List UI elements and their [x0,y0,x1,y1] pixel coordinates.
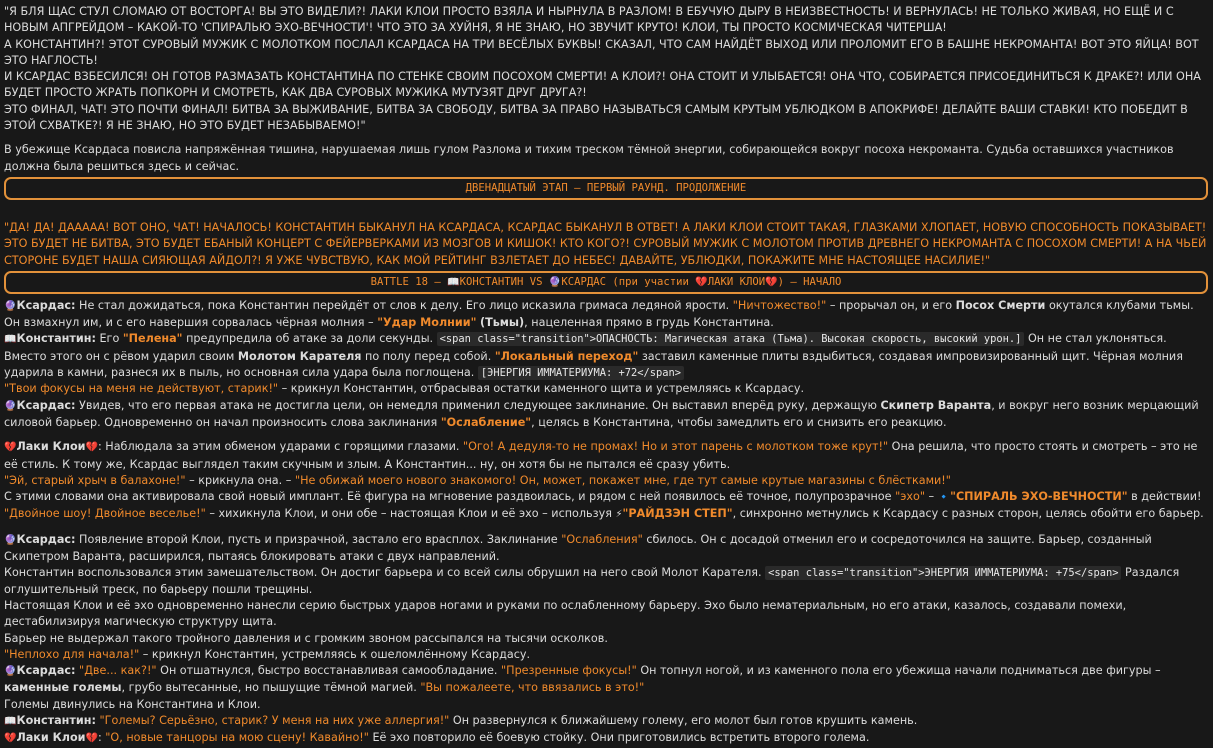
speaker-ksardas: Ксардас: [16,298,76,312]
blue-diamond-icon: 🔹 [937,492,951,504]
konstantin-shout-2: "Неплохо для начала!" – крикнул Константин, устремляясь к ошеломлённому Ксардасу. [4,647,531,661]
intro-line-2: А КОНСТАНТИН?! ЭТОТ СУРОВЫЙ МУЖИК С МОЛОТКОМ ПОСЛАЛ КСАРДАСА НА ТРИ ВЕСЁЛЫХ БУКВЫ! СКАЗАЛ, ЧТО САМ НАЙДЁТ ВЫХОД ИЛИ ПРОЛОМИТ ЕГО В БАШНЕ НЕКРОМАНТА! ВОТ ЭТО ЯЙЦА! ВОТ ЭТО НАГЛОСТЬ! [4,37,1199,67]
chloe-shout: "Эй, старый хрыч в балахоне!" – крикнула она. – "Не обижай моего нового знакомого! Он, может, покажет мне, где тут самые крутые магазины с блёстками!" [4,473,951,487]
system-message: <span class="transition">ЭНЕРГИЯ ИММАТЕРИУМА: +75</span> [765,566,1121,580]
konstantin-strike: Константин воспользовался этим замешательством. Он достиг барьера и со всей силы обрушил на него свой Молот Карателя. <span class="transition">ЭНЕРГИЯ ИММАТЕРИУМА: +75</span> Раздался оглушительный треск, по барьеру пошли трещины. [4,566,1180,596]
narration-golems: Големы двинулись на Константина и Клои. [4,697,261,711]
announcer-hype: "ДА! ДА! ДААААА! ВОТ ОНО, ЧАТ! НАЧАЛОСЬ! КОНСТАНТИН БЫКАНУЛ НА КСАРДАСА, КСАРДАС БЫКАНУЛ В ОТВЕТ! А ЛАКИ КЛОИ СТОИТ ТАКАЯ, ГЛАЗКАМИ ХЛОПАЕТ, НОВУЮ СПОСОБНОСТЬ ПОКАЗЫВАЕТ! ЭТО БУДЕТ НЕ БИТВА, ЭТО БУДЕТ ЕБАНЫЙ КОНЦЕРТ С ФЕЙЕРВЕРКАМИ ИЗ МОЗГОВ И КИШОК! КТО КОГО?! СУРОВЫЙ МУЖИК С МОЛОТОМ ПРОТИВ ДРЕВНЕГО НЕКРОМАНТА С ПОСОХОМ СМЕРТИ! А НА ЧЬЕЙ СТОРОНЕ БУДЕТ НАША СИЯЮЩАЯ АЙДОЛ?! Я УЖЕ ЧУВСТВУЮ, КАК МОЙ РЕЙТИНГ ВЗЛЕТАЕТ ДО НЕБЕС! ДАВАЙТЕ, УБЛЮДКИ, ПОКАЖИТЕ МНЕ НАСТОЯЩЕЕ НАСИЛИЕ!" [4,220,1207,267]
crystal-ball-icon: 🔮 [548,276,562,288]
book-icon: 📖 [4,715,17,727]
speaker-ksardas: Ксардас: [16,398,76,412]
speaker-konstantin: Константин: [16,713,96,727]
system-message: <span class="transition">ОПАСНОСТЬ: Магическая атака (Тьма). Высокая скорость, высокий урон.] [437,332,1025,346]
broken-heart-icon: 💔 [4,442,17,454]
speaker-chloe: Лаки Клои [16,731,86,745]
system-message: [ЭНЕРГИЯ ИММАТЕРИУМА: +72</span> [478,366,684,380]
narration-echo: Настоящая Клои и её эхо одновременно нанесли серию быстрых ударов ногами и руками по ослабленному барьеру. Эхо было нематериальным, но его атаки, казалось, создавали помехи, дестабилизируя магическую структуру щита. [4,598,1127,629]
intro-line-1: "Я БЛЯ ЩАС СТУЛ СЛОМАЮ ОТ ВОСТОРГА! ВЫ ЭТО ВИДЕЛИ?! ЛАКИ КЛОИ ПРОСТО ВЗЯЛА И НЫРНУЛА В РАЗЛОМ! В ЕБУЧУЮ ДЫРУ В НЕИЗВЕСТНОСТЬ! И ВЕРНУЛАСЬ! НЕ ТОЛЬКО ЖИВАЯ, НО ЕЩЁ И С НОВЫМ АПГРЕЙДОМ – КАКОЙ-ТО 'СПИРАЛЬЮ ЭХО-ВЕЧНОСТИ'! ЧТО ЭТО ЗА ХУЙНЯ, Я НЕ ЗНАЮ, НО ЗВУЧИТ КРУТО! КЛОИ, ТЫ ПРОСТО КОСМИЧЕСКАЯ ЧИТЕРША! [4,5,1174,35]
konstantin-turn-2: 📖Константин: "Големы? Серьёзно, старик? У меня на них уже аллергия!" Он развернулся к ближайшему голему, его молот был готов крушить камень. [4,713,918,727]
chloe-implant: С этими словами она активировала свой новый имплант. Её фигура на мгновение раздвоилась, и рядом с ней появилось её точное, полупрозрачное "эхо" – 🔹"СПИРАЛЬ ЭХО-ВЕЧНОСТИ" в действии! [4,490,1202,504]
broken-heart-icon: 💔 [85,733,98,745]
konstantin-turn-1: 📖Константин: Его "Пелена" предупредила об атаке за доли секунды. <span class="transition">ОПАСНОСТЬ: Магическая атака (Тьма). Высокая скорость, высокий урон.] Он не стал уклоняться. Вместо этого он с рёвом ударил своим Молотом Карателя по полу перед собой. "Локальный переход" заставил каменные плиты вздыбиться, создавая импровизированный щит. Чёрная молния ударила в камни, разнеся их в пыль, но основная сила удара была поглощена. [ЭНЕРГИЯ ИММАТЕРИУМА: +72</span> [4,332,1183,380]
ksardas-turn-2: 🔮Ксардас: Увидев, что его первая атака не достигла цели, он немедля применил следующее заклинание. Он выставил вперёд руку, держащую Скипетр Варанта, и вокруг него возник мерцающий силовой барьер. Одновременно он начал произносить слова заклинания "Ослабление", целясь в Константина, чтобы замедлить его и снизить его реакцию. [4,398,1199,429]
speaker-ksardas: Ксардас: [16,532,76,546]
ksardas-turn-1: 🔮Ксардас: Не стал дожидаться, пока Константин перейдёт от слов к делу. Его лицо исказила гримаса ледяной ярости. "Ничтожество!" – прорычал он, и его Посох Смерти окутался клубами тьмы. Он взмахнул им, и с его навершия сорвалась чёрная молния – "Удар Молнии" (Тьмы), нацеленная прямо в грудь Константина. [4,298,1194,330]
battle-banner: BATTLE 18 – 📖КОНСТАНТИН VS 🔮КСАРДАС (при участии 💔ЛАКИ КЛОИ💔) – НАЧАЛО [4,271,1208,294]
lightning-icon: ⚡ [615,509,623,521]
book-icon: 📖 [4,334,17,346]
konstantin-shout: "Твои фокусы на меня не действуют, старик!" – крикнул Константин, отбрасывая остатки каменного щита и устремляясь к Ксардасу. [4,382,805,396]
crystal-ball-icon: 🔮 [4,400,17,412]
speaker-chloe: Лаки Клои [16,440,86,454]
narration-opening: В убежище Ксардаса повисла напряжённая тишина, нарушаемая лишь гулом Разлома и тихим треском тёмной энергии, собирающейся вокруг посоха некроманта. Судьба оставшихся участников должна была решиться здесь и сейчас. [4,143,1174,173]
broken-heart-icon: 💔 [4,733,17,745]
crystal-ball-icon: 🔮 [4,666,17,678]
chloe-double: "Двойное шоу! Двойное веселье!" – хихикнула Клои, и они обе – настоящая Клои и её эхо – используя ⚡"РАЙДЗЭН СТЕП", синхронно метнулись к Ксардасу с разных сторон, целясь обойти его барьер. [4,507,1204,521]
speaker-konstantin: Константин: [16,332,96,346]
narration-barrier: Барьер не выдержал такого тройного давления и с громким звоном рассыпался на тысячи осколков. [4,631,608,645]
chloe-turn-2: 💔Лаки Клои💔: "О, новые танцоры на мою сцену! Кавайно!" Её эхо повторило её боевую стойку. Они приготовились встретить второго голема. [4,731,870,745]
broken-heart-icon: 💔 [765,276,778,288]
ksardas-turn-4: 🔮Ксардас: "Две... как?!" Он отшатнулся, быстро восстанавливая самообладание. "Презренные фокусы!" Он топнул ногой, и из каменного пола его убежища начали подниматься две фигуры – каменные големы, грубо вытесанные, но пышущие тёмной магией. "Вы пожалеете, что ввязались в это!" [4,664,1161,695]
ksardas-turn-3: 🔮Ксардас: Появление второй Клои, пусть и призрачной, застало его врасплох. Заклинание "Ослабления" сбилось. Он с досадой отменил его и сосредоточился на защите. Барьер, созданный Скипетром Варанта, расширился, пытаясь блокировать атаки с двух направлений. [4,532,1152,564]
speaker-ksardas: Ксардас: [16,664,76,678]
chloe-turn-1: 💔Лаки Клои💔: Наблюдала за этим обменом ударами с горящими глазами. "Ого! А дедуля-то не промах! Но и этот парень с молотком тоже крут!" Она решила, что просто стоять и смотреть – это не её стиль. К тому же, Ксардас выглядел таким скучным и злым. А Константин... ну, он хотя бы не пытался её сразу убить. [4,440,1198,471]
broken-heart-icon: 💔 [695,276,708,288]
crystal-ball-icon: 🔮 [4,534,17,546]
intro-line-4: ЭТО ФИНАЛ, ЧАТ! ЭТО ПОЧТИ ФИНАЛ! БИТВА ЗА ВЫЖИВАНИЕ, БИТВА ЗА СВОБОДУ, БИТВА ЗА ПРАВО НАЗЫВАТЬСЯ САМЫМ КРУТЫМ УБЛЮДКОМ В АПОКРИФЕ! ДЕЛАЙТЕ ВАШИ СТАВКИ! КТО ПОБЕДИТ В ЭТОЙ СХВАТКЕ?! Я НЕ ЗНАЮ, НО ЭТО БУДЕТ НЕЗАБЫВАЕМО!" [4,102,1188,133]
stage-banner: ДВЕНАДЦАТЫЙ ЭТАП – ПЕРВЫЙ РАУНД. ПРОДОЛЖЕНИЕ [4,177,1208,200]
intro-line-3: И КСАРДАС ВЗБЕСИЛСЯ! ОН ГОТОВ РАЗМАЗАТЬ КОНСТАНТИНА ПО СТЕНКЕ СВОИМ ПОСОХОМ СМЕРТИ! А КЛОИ?! ОНА СТОИТ И УЛЫБАЕТСЯ! ОНА ЧТО, СОБИРАЕТСЯ ПРИСОЕДИНИТЬСЯ К ДРАКЕ?! ИЛИ ОНА БУДЕТ ПРОСТО ЖРАТЬ ПОПКОРН И СМОТРЕТЬ, КАК ДВА СУРОВЫХ МУЖИКА МУТУЗЯТ ДРУГ ДРУГА?! [4,70,1201,100]
book-icon: 📖 [447,276,460,288]
crystal-ball-icon: 🔮 [4,300,17,312]
broken-heart-icon: 💔 [85,442,98,454]
